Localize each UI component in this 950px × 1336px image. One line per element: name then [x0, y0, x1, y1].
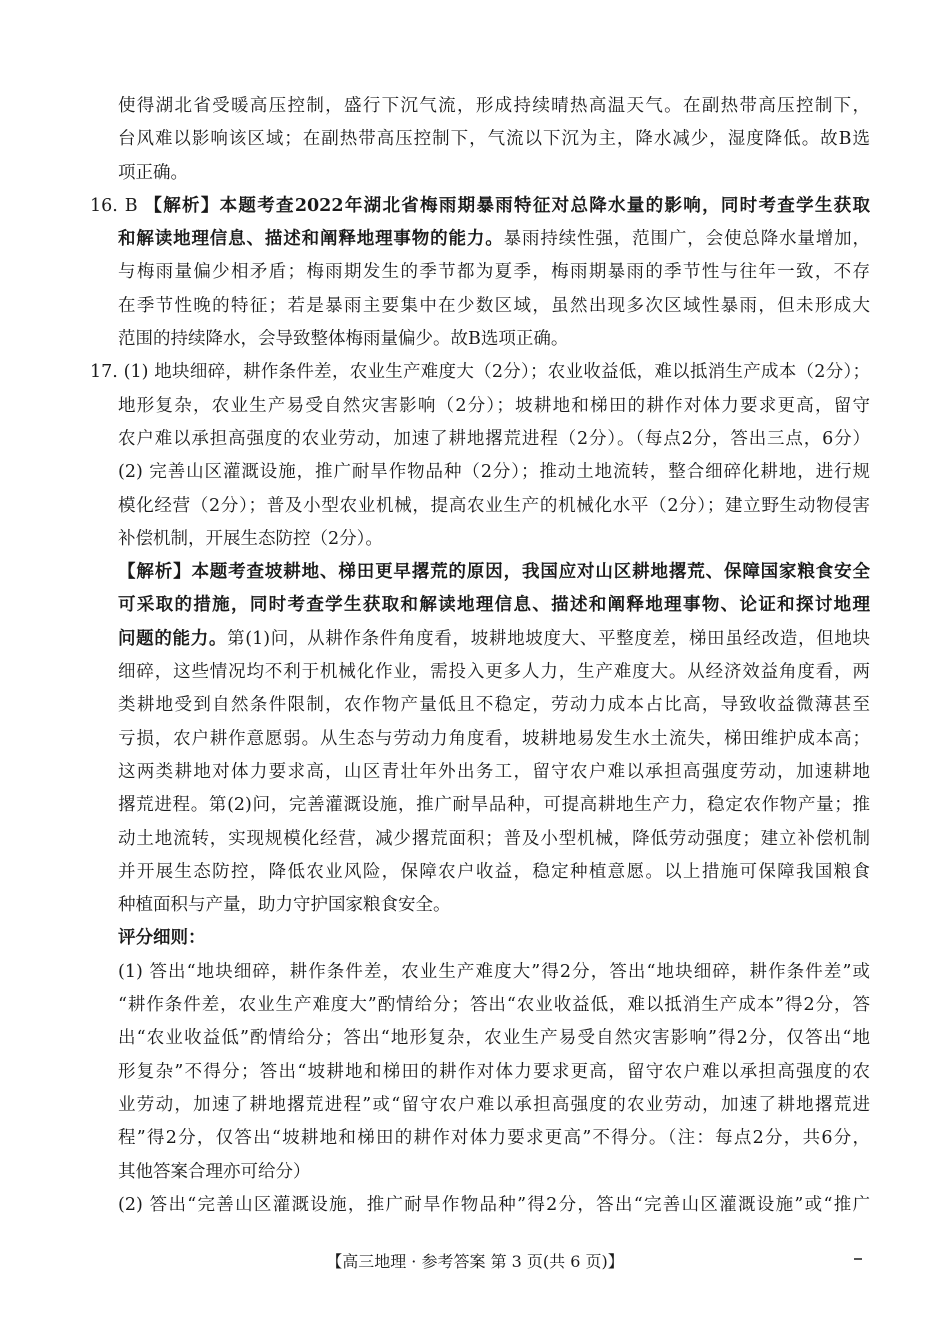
corner-mark — [854, 1258, 862, 1260]
text-line: (2) 完善山区灌溉设施，推广耐旱作物品种（2分）；推动土地流转，整合细碎化耕地，进行规 — [118, 462, 870, 483]
text-line: 使得湖北省受暖高压控制，盛行下沉气流，形成持续晴热高温天气。在副热带高压控制下， — [118, 96, 870, 116]
text-line: 农户难以承担高强度的农业劳动，加速了耕地撂荒进程（2分）。（每点2分，答出三点，6分） — [118, 428, 870, 449]
question-16-line — [90, 190, 870, 223]
text-line: 与梅雨量偏少相矛盾；梅雨期发生的季节都为夏季，梅雨期暴雨的季节性与往年一致，不存 — [118, 262, 870, 283]
text-line: 种植面积与产量，助力守护国家粮食安全。 — [118, 895, 451, 916]
text-line: 其他答案合理亦可给分） — [118, 1161, 311, 1182]
text-line — [90, 623, 870, 656]
plain-text: 暴雨持续性强，范围广，会使总降水量增加， — [503, 229, 871, 250]
text-line: 细碎，这些情况均不利于机械化作业，需投入更多人力，生产难度大。从经济效益角度看，两 — [118, 662, 870, 683]
text-line: 程”得2分，仅答出“坡耕地和梯田的耕作对体力要求更高”不得分。（注：每点2分，共6分， — [118, 1128, 870, 1149]
text-line: 亏损，农户耕作意愿弱。从生态与劳动力角度看，坡耕地易发生水土流失，梯田维护成本高； — [118, 728, 870, 749]
text-line: 这两类耕地对体力要求高，山区青壮年外出务工，留守农户难以承担高强度劳动，加速耕地 — [118, 761, 870, 782]
text-line: 类耕地受到自然条件限制，农作物产量低且不稳定，劳动力成本占比高，导致收益微薄甚至 — [118, 695, 870, 716]
text-line: 形复杂”不得分；答出“坡耕地和梯田的耕作对体力要求更高，留守农户难以承担高强度的农 — [118, 1061, 870, 1082]
text-line: 补偿机制，开展生态防控（2分）。 — [118, 528, 383, 549]
bold-text: 问题的能力。 — [118, 628, 228, 649]
text-line: 动土地流转，实现规模化经营，减少撂荒面积；普及小型机械，降低劳动强度；建立补偿机制 — [118, 828, 870, 849]
text-line — [90, 589, 870, 622]
text-line: 范围的持续降水，会导致整体梅雨量偏少。故B选项正确。 — [118, 329, 569, 350]
text-line: 并开展生态防控，降低农业风险，保障农户收益，稳定种植意愿。以上措施可保障我国粮食 — [118, 861, 870, 882]
question-17-line: 17. (1) 地块细碎，耕作条件差，农业生产难度大（2分）；农业收益低，难以抵消生产成本（2分）； — [90, 362, 870, 383]
answer-content — [90, 90, 870, 1222]
text-line: 业劳动，加速了耕地撂荒进程”或“留守农户难以承担高强度的农业劳动，加速了耕地撂荒进 — [118, 1094, 870, 1115]
text-line: 撂荒进程。第(2)问，完善灌溉设施，推广耐旱品种，可提高耕地生产力，稳定农作物产量；推 — [118, 795, 870, 816]
text-line: 在季节性晚的特征；若是暴雨主要集中在少数区域，虽然出现多次区域性暴雨，但未形成大 — [118, 295, 870, 316]
analysis-heading-17 — [90, 556, 870, 589]
text-line: 出“农业收益低”酌情给分；答出“地形复杂，农业生产易受自然灾害影响”得2分，仅答出“地 — [118, 1028, 870, 1049]
page-footer: 【高三地理 · 参考答案 第 3 页(共 6 页)】 — [326, 1252, 624, 1271]
text-line — [90, 223, 870, 256]
text-line: 项正确。 — [118, 162, 188, 183]
bold-text: 评分细则： — [118, 928, 206, 949]
bold-text: 和解读地理信息、描述和阐释地理事物的能力。 — [118, 229, 504, 250]
bold-text: 可采取的措施，同时考查学生获取和解读地理信息、描述和阐释地理事物、论证和探讨地理 — [118, 595, 870, 616]
text-line: “耕作条件差，农业生产难度大”酌情给分；答出“农业收益低，难以抵消生产成本”得2分，答 — [118, 995, 870, 1016]
bold-text: 【解析】本题考查坡耕地、梯田更早撂荒的原因，我国应对山区耕地撂荒、保障国家粮食安全 — [118, 562, 870, 583]
analysis-heading-16: 【解析】本题考查2022年湖北省梅雨期暴雨特征对总降水量的影响，同时考查学生获取 — [144, 195, 870, 216]
text-line: 台风难以影响该区域；在副热带高压控制下，气流以下沉为主，降水减少，湿度降低。故B选 — [118, 129, 870, 150]
scoring-title — [90, 922, 870, 955]
question-16-answer: 16. B — [90, 195, 145, 216]
plain-text: 第(1)问，从耕作条件角度看，坡耕地坡度大、平整度差，梯田虽经改造，但地块 — [227, 628, 871, 649]
text-line: (1) 答出“地块细碎，耕作条件差，农业生产难度大”得2分，答出“地块细碎，耕作条件差”或 — [118, 961, 870, 982]
text-line: 地形复杂，农业生产易受自然灾害影响（2分）；坡耕地和梯田的耕作对体力要求更高，留守 — [118, 395, 870, 416]
text-line: (2) 答出“完善山区灌溉设施，推广耐旱作物品种”得2分，答出“完善山区灌溉设施”或“推广 — [118, 1194, 870, 1215]
text-line: 模化经营（2分）；普及小型农业机械，提高农业生产的机械化水平（2分）；建立野生动物侵害 — [118, 495, 870, 516]
